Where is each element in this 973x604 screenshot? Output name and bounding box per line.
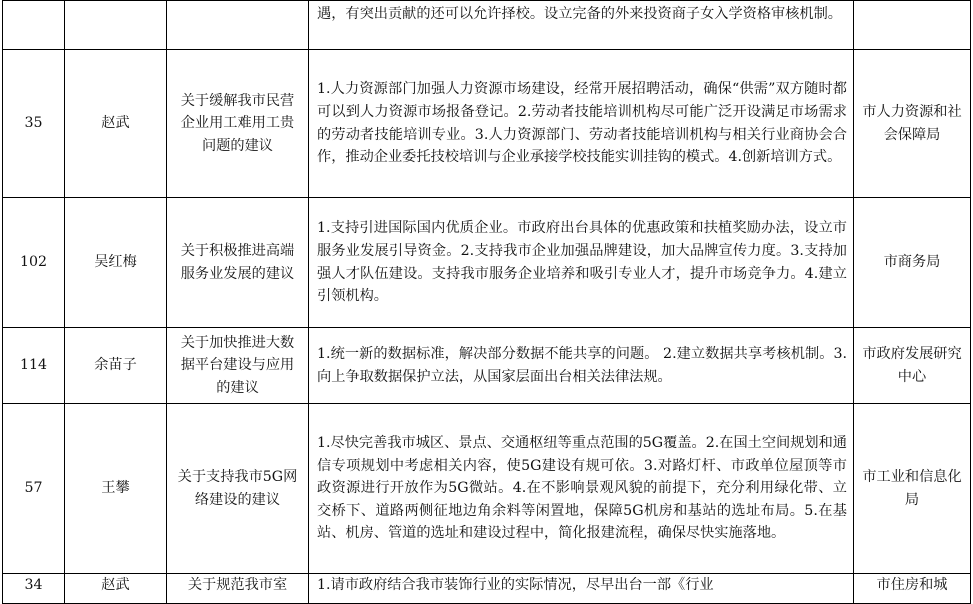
proposal-content: 1.人力资源部门加强人力资源市场建设，经常开展招聘活动，确保“供需”双方随时都可以到人力资源市场报备登记。2.劳动者技能培训机构尽可能广泛开设满足市场需求的劳动者技能培训专业。3.人力资源部门、劳动者技能培训机构与相关行业商协会合作，推动企业委托技校培训与企业承接学校技能实训挂钩的模式。4.创新培训方式。 [309,50,854,198]
row-number: 102 [3,198,65,328]
table-row [3,404,971,574]
proposal-title [167,1,309,50]
table-row [3,50,971,198]
row-number: 114 [3,328,65,404]
responsible-dept: 市人力资源和社会保障局 [854,50,971,198]
proposer-name: 余苗子 [65,328,167,404]
row-number: 34 [3,574,65,604]
proposal-title: 关于加快推进大数据平台建设与应用的建议 [167,328,309,404]
proposal-title: 关于积极推进高端服务业发展的建议 [167,198,309,328]
proposer-name [65,1,167,50]
responsible-dept: 市工业和信息化局 [854,404,971,574]
proposal-content: 1.统一新的数据标准，解决部分数据不能共享的问题。 2.建立数据共享考核机制。3.向上争取数据保护立法，从国家层面出台相关法律法规。 [309,328,854,404]
row-number: 57 [3,404,65,574]
row-number [3,1,65,50]
responsible-dept [854,1,971,50]
proposal-title: 关于规范我市室 [167,574,309,604]
proposal-content: 遇，有突出贡献的还可以允许择校。设立完备的外来投资商子女入学资格审核机制。 [309,1,854,50]
responsible-dept: 市住房和城 [854,574,971,604]
responsible-dept: 市商务局 [854,198,971,328]
proposer-name: 赵武 [65,50,167,198]
responsible-dept: 市政府发展研究中心 [854,328,971,404]
proposer-name: 王攀 [65,404,167,574]
table-row [3,574,971,604]
proposal-content: 1.支持引进国际国内优质企业。市政府出台具体的优惠政策和扶植奖励办法，设立市服务业发展引导资金。2.支持我市企业加强品牌建设，加大品牌宣传力度。3.支持加强人才队伍建设。支持我市服务企业培养和吸引专业人才，提升市场竞争力。4.建立引领机构。 [309,198,854,328]
table-row [3,1,971,50]
proposal-title: 关于支持我市5G网络建设的建议 [167,404,309,574]
proposal-content: 1.请市政府结合我市装饰行业的实际情况，尽早出台一部《行业 [309,574,854,604]
proposer-name: 赵武 [65,574,167,604]
proposal-content: 1.尽快完善我市城区、景点、交通枢纽等重点范围的5G覆盖。2.在国土空间规划和通信专项规划中考虑相关内容，使5G建设有规可依。3.对路灯杆、市政单位屋顶等市政资源进行开放作为5G微站。4.在不影响景观风貌的前提下，充分利用绿化带、立交桥下、道路两侧征地边角余料等闲置地，保障5G机房和基站的选址布局。5.在基站、机房、管道的选址和建设过程中，简化报建流程，确保尽快实施落地。 [309,404,854,574]
table-row [3,198,971,328]
table-row [3,328,971,404]
proposal-title: 关于缓解我市民营企业用工难用工贵问题的建议 [167,50,309,198]
row-number: 35 [3,50,65,198]
proposal-table [2,0,971,604]
proposer-name: 吴红梅 [65,198,167,328]
